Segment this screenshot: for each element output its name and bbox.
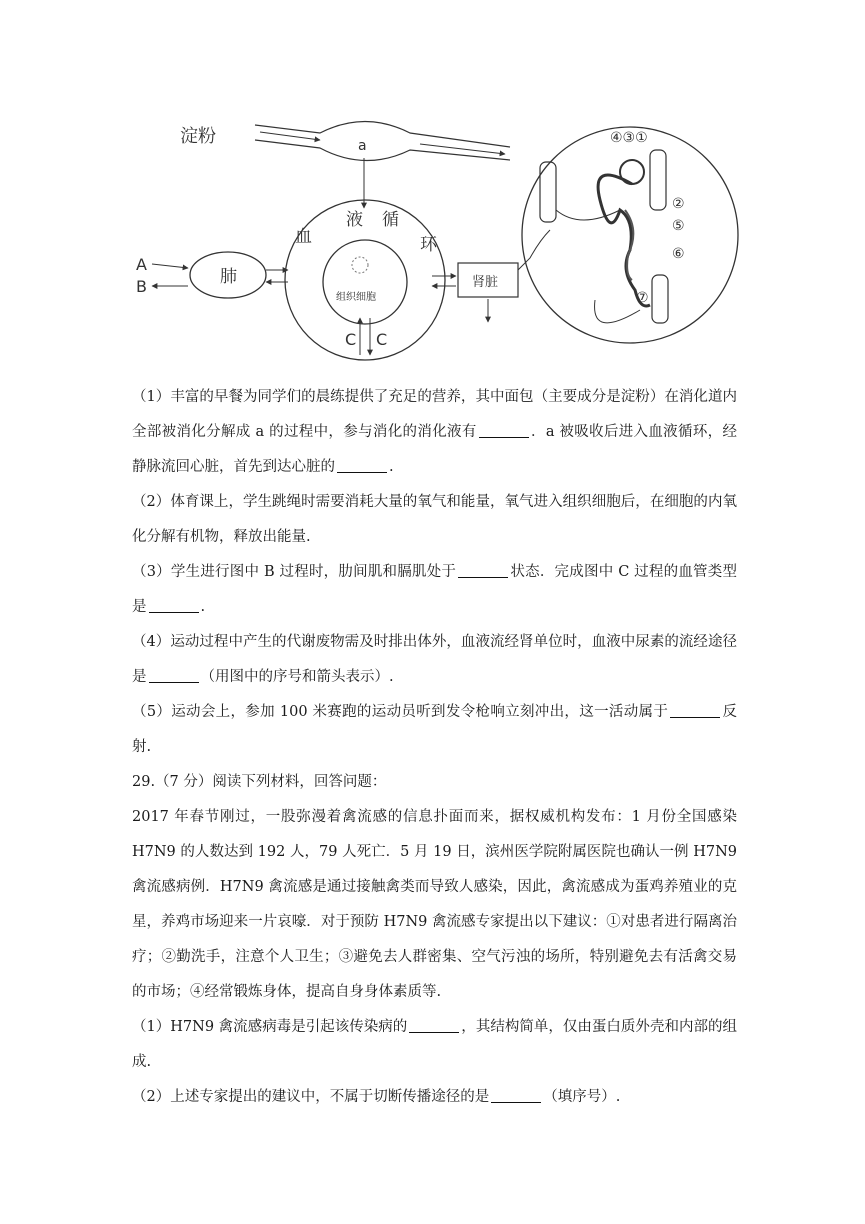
- q28-part5: [132, 695, 737, 765]
- inhale-arrow: [152, 264, 188, 268]
- answer-blank[interactable]: [670, 703, 720, 718]
- q29-p2-text-a: （2）上述专家提出的建议中，不属于切断传播途径的是: [132, 1089, 490, 1105]
- blood-label-4: 环: [420, 235, 437, 255]
- q28-part2: （2）体育课上，学生跳绳时需要消耗大量的氧气和能量，氧气进入组织细胞后，在细胞的内氧化分解有机物，释放出能量.: [132, 494, 737, 545]
- answer-blank[interactable]: [491, 1088, 541, 1103]
- q28-p3-text-c: .: [200, 599, 206, 615]
- blood-label-3: 循: [382, 210, 399, 230]
- nephron-label-7: ⑦: [636, 290, 649, 306]
- kidney-label: 肾脏: [472, 275, 499, 290]
- answer-blank[interactable]: [409, 1018, 459, 1033]
- lung-label: 肺: [220, 267, 237, 287]
- answer-blank[interactable]: [337, 458, 387, 473]
- blood-label-2: 液: [346, 210, 363, 230]
- tissue-cell-circle: [323, 240, 407, 324]
- q29-part1: [132, 1010, 737, 1080]
- q28-part4: [132, 625, 737, 695]
- q28-p5-text-a: （5）运动会上，参加 100 米赛跑的运动员听到发令枪响立刻冲出，这一活动属于: [132, 704, 669, 720]
- nephron-label-5: ⑤: [672, 218, 685, 234]
- q29-material: 2017 年春节刚过，一股弥漫着禽流感的信息扑面而来，据权威机构发布：1 月份全国感染 H7N9 的人数达到 192 人，79 人死亡．5 月 19 日，滨州医学院附属医院也确认一例 H7N9 禽流感病例．H7N9 禽流感是通过接触禽类而导致人感染，因此，禽流感成为蛋鸡养殖业的克星，养鸡市场迎来一片哀嚎．对于预防 H7N9 禽流感专家提出以下建议：①对患者进行隔离治疗；②勤洗手，注意个人卫生；③避免去人群密集、空气污浊的场所，特别避免去有活禽交易的市场；④经常锻炼身体，提高自身身体素质等.: [132, 809, 737, 1000]
- blood-circulation-circle: [285, 200, 445, 360]
- nephron-drawing: [540, 150, 668, 323]
- blood-label-1: 血: [295, 227, 312, 247]
- label-c-right: C: [376, 330, 388, 349]
- answer-blank[interactable]: [479, 423, 529, 438]
- physiology-diagram: [120, 100, 750, 380]
- nephron-label-2: ②: [672, 196, 685, 212]
- q28-p3-text-b: 状态．完成图中 C 过程的血管类型是: [132, 564, 737, 615]
- tissue-cell-label: 组织细胞: [336, 292, 376, 303]
- q28-p1-text-b: ．a 被吸收后进入血液循环，经静脉流回心脏，首先到达心脏的: [132, 424, 737, 475]
- answer-blank[interactable]: [149, 598, 199, 613]
- q28-part1: [132, 380, 737, 485]
- q28-p3-text-a: （3）学生进行图中 B 过程时，肋间肌和膈肌处于: [132, 564, 457, 580]
- label-A: A: [136, 255, 147, 274]
- q28-p4-text-a: （4）运动过程中产生的代谢废物需及时排出体外，血液流经肾单位时，血液中尿素的流经途径是: [132, 634, 737, 685]
- question-28: [132, 380, 737, 1115]
- label-c-left: C: [345, 330, 357, 349]
- nephron-label-top: ④③①: [610, 130, 648, 146]
- label-a: a: [358, 138, 367, 154]
- answer-blank[interactable]: [149, 668, 199, 683]
- starch-label: 淀粉: [180, 126, 216, 147]
- q29-p2-text-b: （填序号）.: [543, 1089, 621, 1105]
- answer-blank[interactable]: [458, 563, 508, 578]
- q28-p5-text-b: 反射.: [132, 704, 737, 755]
- digestive-tube: [255, 122, 510, 161]
- tissue-cell-dots: [352, 257, 368, 273]
- q28-p1-text-a: （1）丰富的早餐为同学们的晨练提供了充足的营养，其中面包（主要成分是淀粉）在消化道内全部被消化分解成 a 的过程中，参与消化的消化液有: [132, 389, 737, 440]
- q28-part3: [132, 555, 737, 625]
- q29-p1-text-b: ，其结构简单，仅由蛋白质外壳和内部的组成.: [132, 1019, 737, 1070]
- q29-p1-text-a: （1）H7N9 禽流感病毒是引起该传染病的: [132, 1019, 408, 1035]
- q29-part2: [132, 1080, 737, 1115]
- q28-p1-text-c: .: [389, 459, 394, 475]
- q28-p4-text-b: （用图中的序号和箭头表示）.: [200, 669, 394, 685]
- q29-heading: 29.（7 分）阅读下列材料，回答问题：: [132, 774, 387, 790]
- label-B: B: [136, 277, 147, 296]
- nephron-label-6: ⑥: [672, 246, 685, 262]
